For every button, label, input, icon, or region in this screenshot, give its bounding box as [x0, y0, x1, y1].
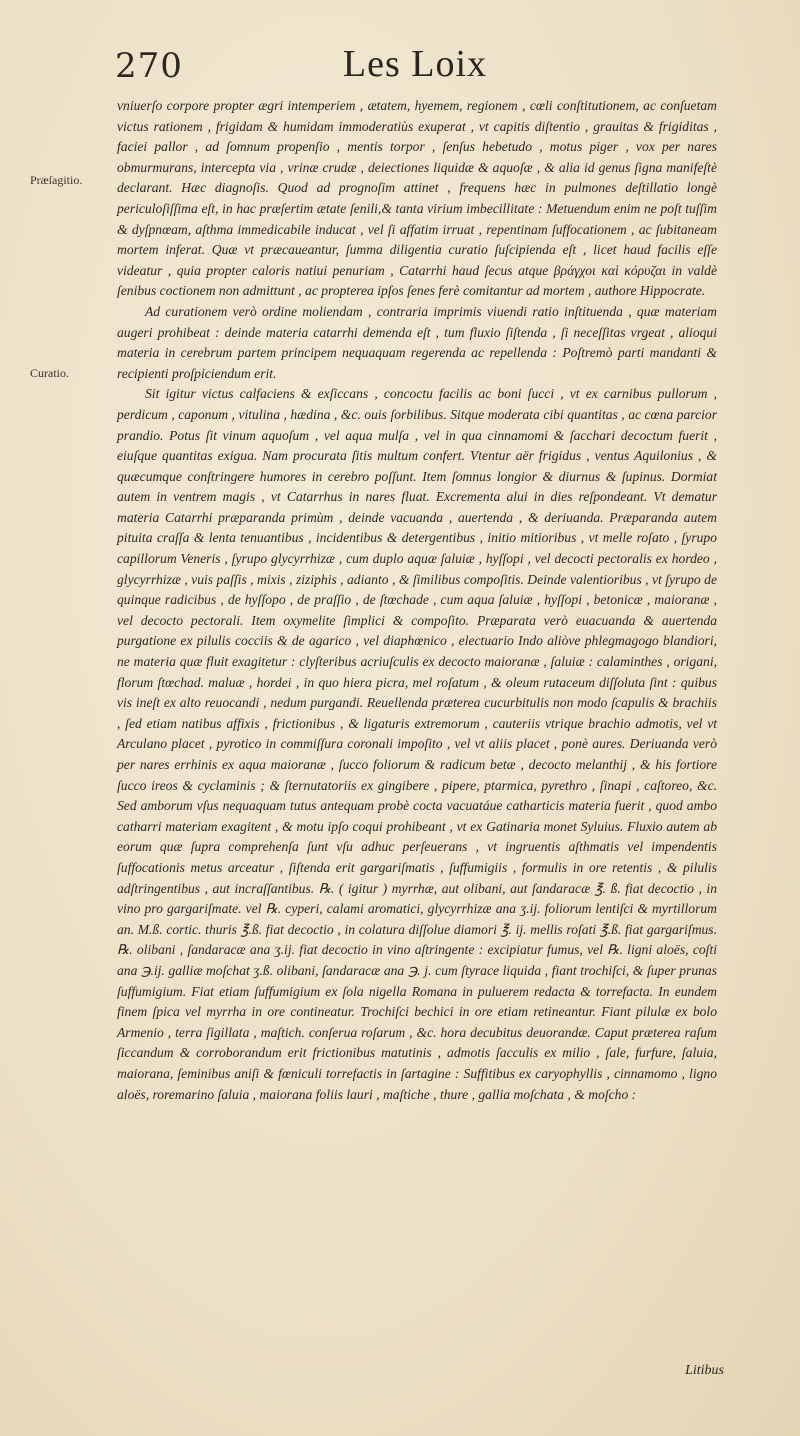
paragraph-diagnosis: vniuerſo corpore propter ægri intemperiem , ætatem, hyemem, regionem , cœli conſtitutionem, ac conſuetam victus rationem , frigidam & humidam immoderatiùs exuperat , vt capitis diſtentio , grauitas & frigiditas , faciei pallor , ad ſomnum propenſio , mentis torpor , ſenſus hebetudo , motus piger , vox per nares obmurmurans, intercepta via , vrinæ crudæ , deiectiones liquidæ & aquoſæ , & alia id genus ſigna manifeſtè declarant. Hæc diagnoſis. Quod ad prognoſim attinet , frequens hæc in pulmones deſtillatio longè periculoſiſſima eſt, in hac præſertim ætate ſenili,& tanta virium imbecillitate : Metuendum enim ne poſt tuſſim & dyſpnœam, aſthma immedicabile inducat , vel ſi affatim irruat , repentinam ſuffocationem , ac ſubitaneam mortem inferat. Quæ vt præcaueantur, ſumma diligentia curatio ſuſcipienda eſt , licet haud facilis eſſe videatur , quia propter caloris natiui penuriam , Catarrhi haud ſecus atque βράγχοι καὶ κόρυζαι in valdè ſenibus coctionem non admittunt , ac propterea ipſos ſenes ferè comitantur ad mortem , authore Hippocrate. [117, 98, 717, 299]
paragraph-regimen: Sit igitur victus calfaciens & exſiccans , concoctu facilis ac boni ſucci , vt ex carnibus pullorum , perdicum , caponum , vitulina , hædina , &c. ouis ſorbilibus. Sitque moderata cibi quantitas , ac cœna parcior prandio. Potus ſit vinum aquoſum , vel aqua mulſa , vel in qua cinnamomi & ſacchari decoctum fuerit , eiuſque quantitas exigua. Nam procurata ſitis multum confert. Vtentur aër frigidus , ventus Aquilonius , & quæcumque conſtringere humores in cerebro poſſunt. Item ſomnus longior & diurnus & ſupinus. Dormiat autem in ventrem magis , vt Catarrhus in nares fluat. Excrementa alui in dies reſpondeant. Vt dematur materia Catarrhi præparanda primùm , deinde vacuanda , auertenda , & deriuanda. Præparanda autem pituita craſſa & lenta tenuantibus , incidentibus & detergentibus , initio mitioribus , vt melle roſato , ſyrupo capillorum Veneris , ſyrupo glycyrrhizæ , cum duplo aquæ ſaluiæ , hyſſopi , vel decocti pectoralis ex hordeo , glycyrrhizæ , vuis paſſis , mixis , ziziphis , adianto , & ſimilibus compoſitis. Deinde valentioribus , vt ſyrupo de quinque radicibus , de hyſſopo , de praſſio , de ſtœchade , cum aqua ſaluiæ , hyſſopi , betonicæ , maioranæ , vel decocto pectorali. Item oxymelite ſimplici & compoſito. Præparata verò euacuanda & auertenda purgatione ex pilulis cocciis & de agarico , vel diaphœnico , electuario Indo aliòve phlegmagogo blandiori, ne materia quæ fluit exagitetur : clyſteribus acriuſculis ex decocto maioranæ , ſaluiæ : calaminthes , origani, florum ſtœchad. maluæ , hordei , in quo hiera picra, mel roſatum , & oleum rutaceum diſſoluta ſint : quibus vis ineſt ex alto reuocandi , nedum purgandi. Reuellenda præterea cucurbitulis non modo ſcapulis & brachiis , ſed etiam natibus affixis , frictionibus , & ligaturis extremorum , cauteriis vtrique brachio admotis, vel vt Arculano placet , pyrotico in commiſſura coronali impoſito , vel vt aliis placet , ponè aures. Deriuanda verò per nares errhinis ex aqua maioranæ , ſucco foliorum & radicum betæ , decocto melanthij , & his fortiore ſucco ireos & cyclaminis ; & ſternutatoriis ex gingibere , pipere, ptarmica, pyrethro , ſinapi , caſtoreo, &c. Sed amborum vſus nequaquam tutus antequam probè cocta vacuatáue catharticis materia fuerit , quod ambo catharri materiam exagitent , & motu ipſo coqui prohibeant , vt ex Gatinaria monet Syluius. Fluxio autem ab eorum quæ ſupra comprehenſa ſunt vſu adhuc perſeuerans , vt ingruentis aſthmatis vel impendentis ſuffocationis metus arceatur , ſiſtenda erit gargariſmatis , ſuffumigiis , formulis in ore retentis , & pilulis adſtringentibus , aut incraſſantibus. ℞. ( igitur ) myrrhæ, aut olibani, aut ſandaracæ ℥. ß. fiat decoctio , in vino pro gargariſmate. vel ℞. cyperi, calami aromatici, glycyrrhizæ ana ʒ.ij. foliorum lentiſci & myrtillorum an. M.ß. cortic. thuris ℥.ß. fiat decoctio , in colatura diſſolue diamori ℥. ij. mellis roſati ℥.ß. fiat gargariſmus. ℞. olibani , ſandaracæ ana ʒ.ij. fiat decoctio in vino aſtringente : excipiatur fumus, vel ℞. ligni aloës, coſti ana ℈.ij. galliæ moſchat ʒ.ß. olibani, ſandaracæ ana ℈. j. cum ſtyrace liquida , fiant trochiſci, & ſuper prunas ſuffumigium. Fiat etiam ſuffumigium ex ſola nigella Romana in puluerem redacta & torrefacta. In eundem finem ſpica vel myrrha in ore contineatur. Trochiſci bechici in ore etiam retineantur. Fiant pilulæ ex bolo Armenio , terra ſigillata , maſtich. conſerua roſarum , &c. hora decubitus deuorandæ. Caput præterea raſum ſiccandum & corroborandum erit frictionibus matutinis , admotis ſacculis ex milio , ſale, furfure, ſaluia, maiorana, ſeminibus aniſi & fœniculi torrefactis in ſartagine : Suffitibus ex caryophyllis , cinnamomo , ligno aloës, roremarino ſaluia , maiorana foliis lauri , maſtiche , thure , gallia moſchata , & moſcho : [117, 386, 717, 1102]
margin-note-curatio: Curatio. [30, 366, 69, 380]
paragraph-curatio: Ad curationem verò ordine moliendam , contraria imprimis viuendi ratio inſtituenda , quæ materiam augeri prohibeat : deinde materia catarrhi demenda eſt , tum fluxio ſiſtenda , ſi neceſſitas vrgeat , alioqui materia in cerebrum partem principem nequaquam regerenda ac repellenda : Poſtremò parti mandanti & recipienti proſpiciendum erit. [117, 303, 717, 381]
page-header [115, 42, 715, 88]
catchword: Litibus [685, 1363, 724, 1378]
body-text [117, 96, 717, 1105]
running-title: Les Loix [342, 43, 488, 85]
margin-note-praesagitio: Præſagitio. [30, 173, 83, 187]
page-number: 270 [115, 46, 183, 86]
